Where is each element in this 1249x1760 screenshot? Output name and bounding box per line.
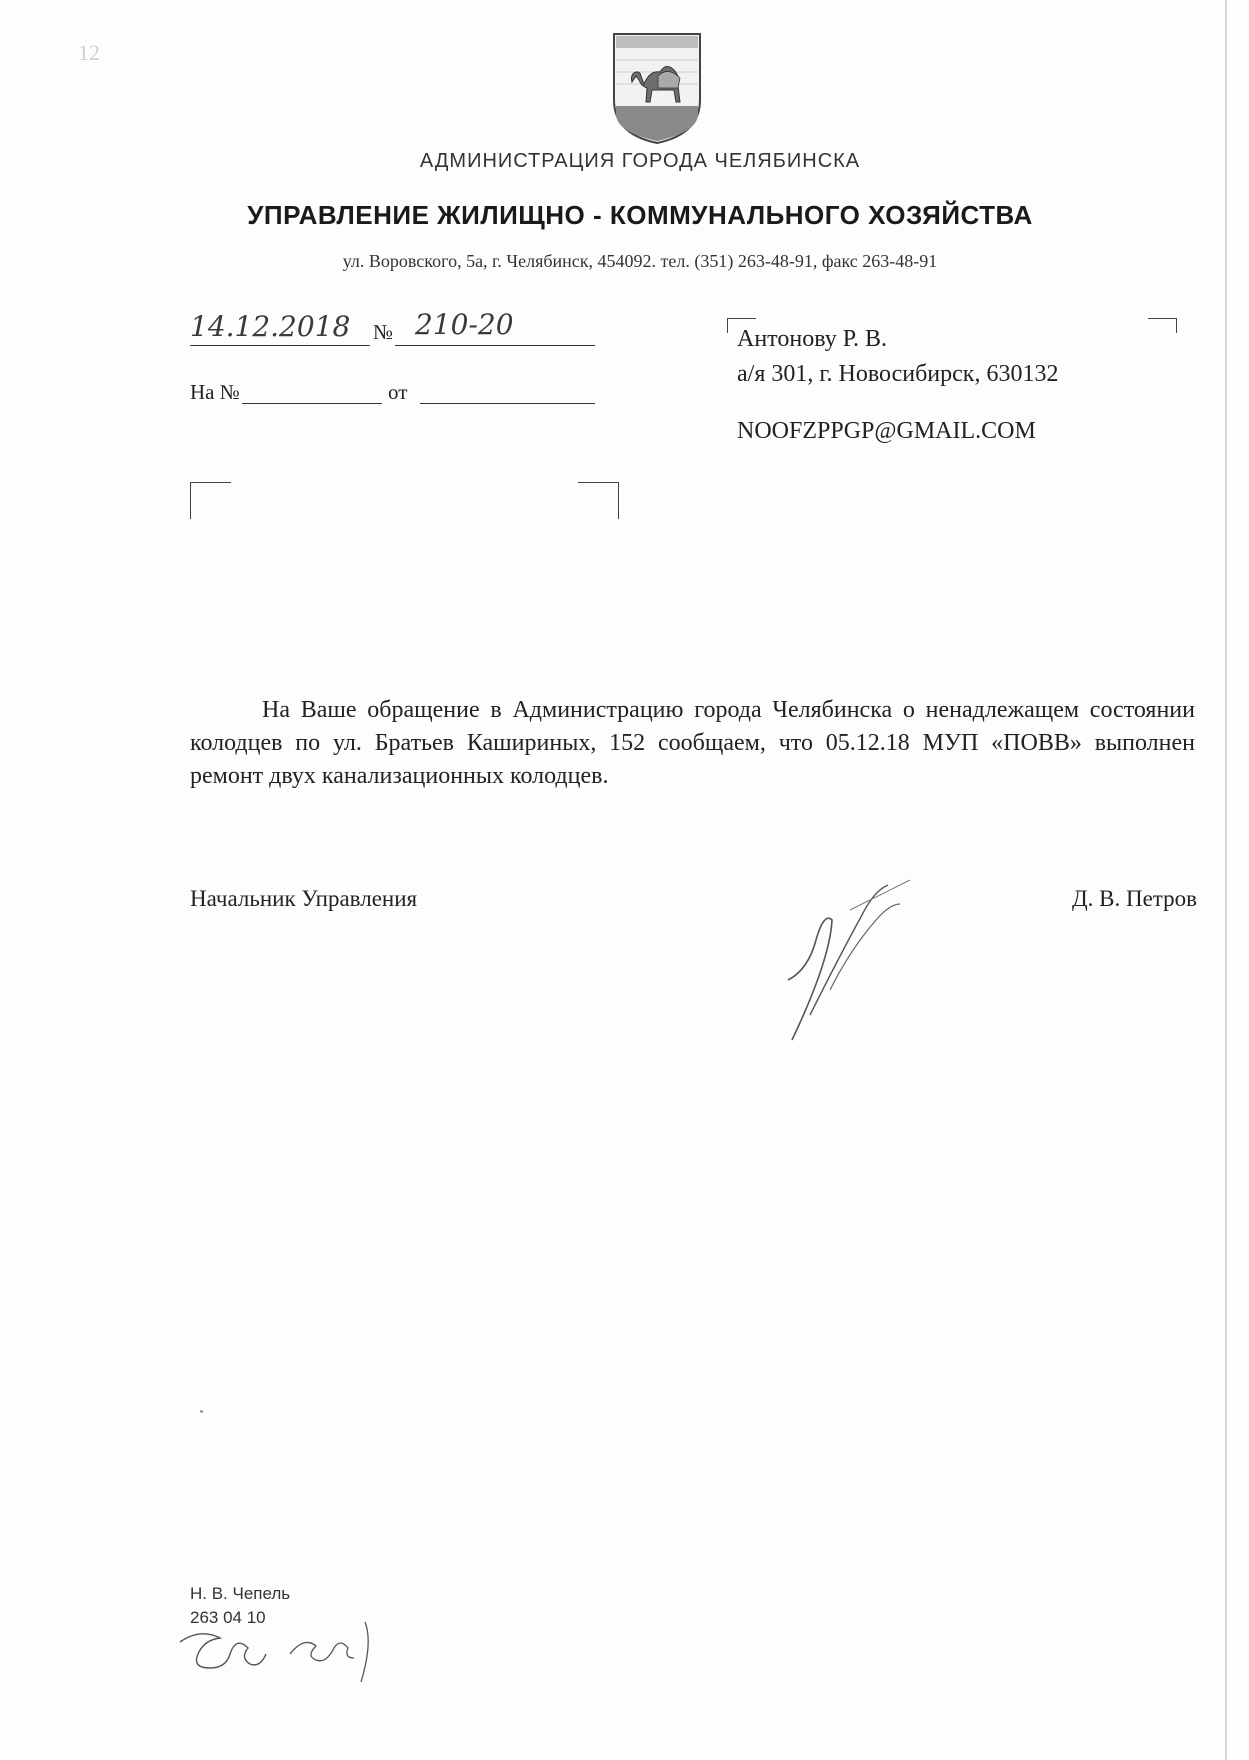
reply-to-label: На № (190, 380, 240, 404)
executor-phone: 263 04 10 (190, 1608, 266, 1627)
recipient-block (737, 322, 1058, 392)
subject-bracket-right (578, 482, 619, 519)
signatory-name: Д. В. Петров (1071, 886, 1197, 911)
recipient-postal-address: а/я 301, г. Новосибирск, 630132 (737, 361, 1059, 387)
reference-line (190, 378, 610, 410)
reply-date-underline (420, 403, 595, 404)
signatory-title: Начальник Управления (190, 886, 418, 911)
outgoing-date: 14.12.2018 (190, 310, 351, 343)
outgoing-number: 210-20 (415, 308, 514, 341)
handwritten-initials (170, 1612, 400, 1692)
letter-body: На Ваше обращение в Администрацию города Челябинска о ненадлежащем состоянии колодцев по ул. Братьев Кашириных, 152 сообщаем, что 05.12.18 МУП «ПОВВ» выполнен ремонт двух канализационных колодцев. (190, 697, 1195, 789)
department-address: ул. Воровского, 5а, г. Челябинск, 454092. тел. (351) 263-48-91, факс 263-48-91 (342, 251, 938, 271)
reply-number-underline (242, 403, 382, 404)
executor-name: Н. В. Чепель (190, 1584, 291, 1603)
date-underline (190, 345, 370, 346)
number-underline (395, 345, 595, 346)
recipient-bracket-right (1148, 318, 1177, 333)
margin-note: 12 (78, 40, 100, 65)
recipient-name: Антонову Р. В. (737, 326, 888, 352)
subject-bracket-left (190, 482, 231, 519)
chelyabinsk-camel-coat-of-arms-icon (608, 30, 706, 146)
recipient-email: NOOFZPPGP@GMAIL.COM (737, 418, 1036, 444)
scan-speck (200, 1410, 203, 1413)
department-title: УПРАВЛЕНИЕ ЖИЛИЩНО - КОММУНАЛЬНОГО ХОЗЯЙСТВА (247, 200, 1033, 230)
number-label: № (373, 320, 394, 344)
registration-line (190, 310, 600, 350)
handwritten-signature (770, 870, 950, 1050)
from-label: от (388, 380, 408, 404)
administration-title: АДМИНИСТРАЦИЯ ГОРОДА ЧЕЛЯБИНСКА (419, 150, 861, 172)
